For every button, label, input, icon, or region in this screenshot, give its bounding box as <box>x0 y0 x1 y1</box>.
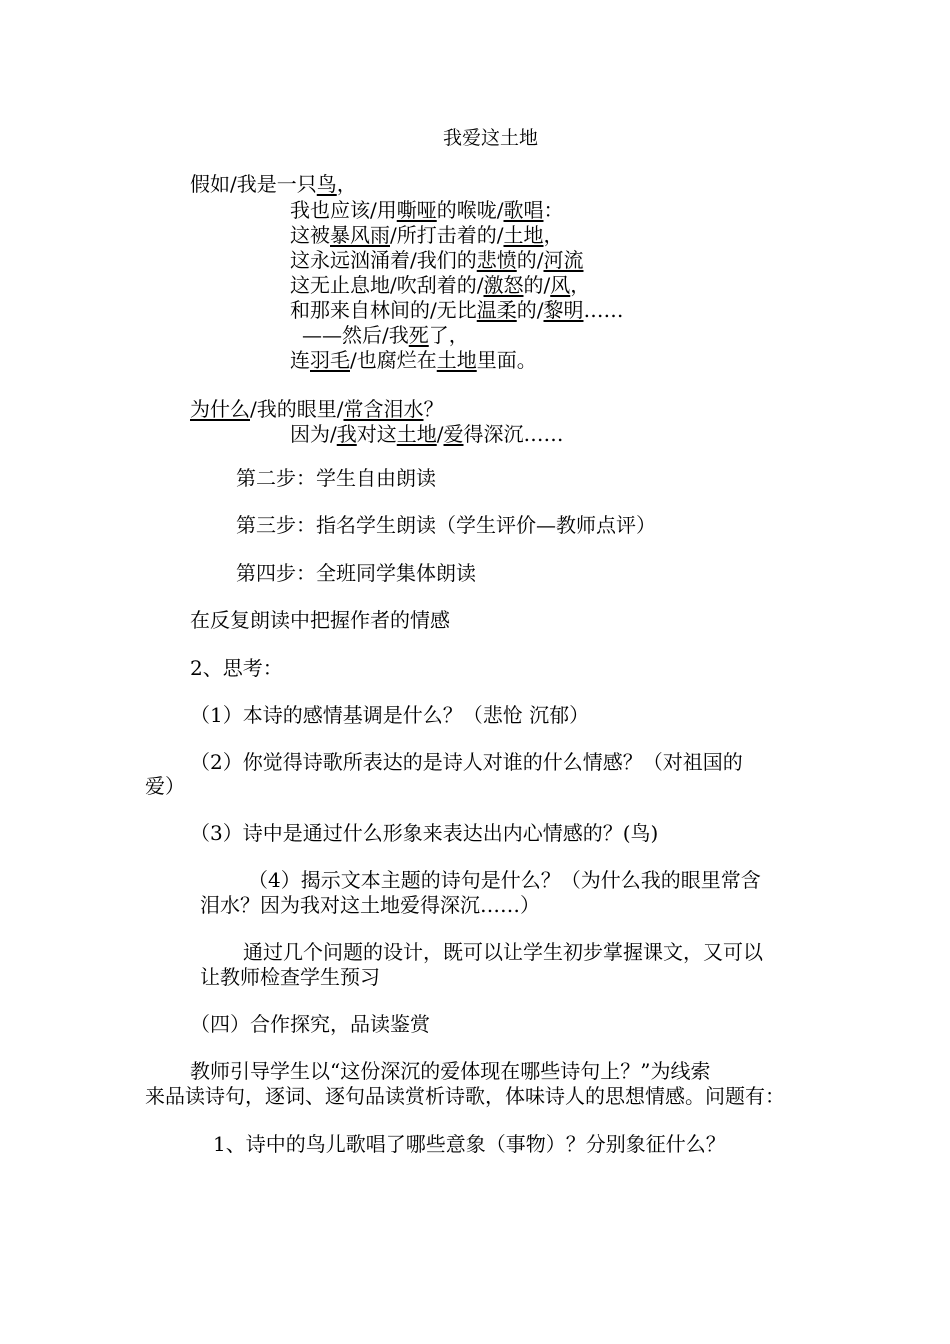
poem-underlined-word: 为什么 <box>190 397 250 421</box>
poem-underlined-word: 土地 <box>436 348 477 372</box>
think-question-1: （1）本诗的感情基调是什么？（悲怆 沉郁） <box>190 703 590 727</box>
summary-text: 在反复朗读中把握作者的情感 <box>190 608 450 632</box>
poem-underlined-word: 土地 <box>396 422 437 446</box>
poem-underlined-word: 嘶哑 <box>396 198 437 222</box>
page-title: 我爱这土地 <box>443 127 539 149</box>
poem-underlined-word: 激怒 <box>483 273 524 297</box>
poem-text: 假如/我是一只 <box>190 172 317 196</box>
poem-underlined-word: 鸟 <box>316 172 337 196</box>
poem-underlined-word: 我 <box>336 422 357 446</box>
think-question-2-cont: 爱） <box>145 774 185 798</box>
poem-text: ， <box>570 273 591 297</box>
poem-line <box>290 422 564 446</box>
poem-text: /也腐烂在 <box>350 348 437 372</box>
poem-text: 得深沉…… <box>463 422 564 446</box>
poem-text: ： <box>543 198 564 222</box>
poem-text: 的/ <box>523 273 551 297</box>
poem-underlined-word: 死 <box>408 323 429 347</box>
poem-text: 的/ <box>516 298 544 322</box>
poem-line <box>290 273 590 297</box>
poem-text: 连 <box>290 348 310 372</box>
think-heading: 2、思考： <box>190 656 283 680</box>
poem-underlined-word: 黎明 <box>543 298 584 322</box>
poem-line <box>190 397 443 421</box>
poem-text: ， <box>336 172 357 196</box>
step-2: 第二步：学生自由朗读 <box>236 466 436 490</box>
poem-text: /我的眼里/ <box>250 397 344 421</box>
step-3: 第三步：指名学生朗读（学生评价—教师点评） <box>236 513 656 537</box>
poem-text: 里面。 <box>476 348 537 372</box>
poem-line <box>290 248 584 272</box>
poem-text: 的喉咙/ <box>436 198 504 222</box>
poem-text: 因为/ <box>290 422 337 446</box>
poem-line <box>290 223 563 247</box>
section-paragraph-cont: 来品读诗句，逐词、逐句品读赏析诗歌，体味诗人的思想情感。问题有： <box>145 1084 785 1108</box>
poem-underlined-word: 悲愤 <box>476 248 517 272</box>
poem-underlined-word: 歌唱 <box>503 198 544 222</box>
think-question-3: （3）诗中是通过什么形象来表达出内心情感的？(鸟) <box>190 821 659 845</box>
poem-text: /所打击着的/ <box>390 223 504 247</box>
poem-text: 这永远汹涌着/我们的 <box>290 248 477 272</box>
design-note-cont: 让教师检查学生预习 <box>200 965 380 989</box>
section-heading: （四）合作探究，品读鉴赏 <box>190 1012 430 1036</box>
poem-underlined-word: 暴风雨 <box>330 223 390 247</box>
poem-line <box>302 323 469 347</box>
poem-text: 对这 <box>356 422 397 446</box>
poem-text: 了， <box>428 323 469 347</box>
poem-text: ？ <box>423 397 444 421</box>
poem-text: 我也应该/用 <box>290 198 397 222</box>
poem-text: 这被 <box>290 223 330 247</box>
poem-underlined-word: 爱 <box>443 422 464 446</box>
poem-underlined-word: 常含泪水 <box>343 397 424 421</box>
section-question-1: 1、诗中的鸟儿歌唱了哪些意象（事物）？分别象征什么？ <box>213 1132 726 1156</box>
poem-underlined-word: 河流 <box>543 248 584 272</box>
poem-underlined-word: 温柔 <box>476 298 517 322</box>
section-paragraph: 教师引导学生以“这份深沉的爱体现在哪些诗句上？”为线索 <box>190 1059 711 1083</box>
design-note: 通过几个问题的设计，既可以让学生初步掌握课文，又可以 <box>243 940 763 964</box>
think-question-4-cont: 泪水？因为我对这土地爱得深沉……） <box>200 893 540 917</box>
think-question-4: （4）揭示文本主题的诗句是什么？（为什么我的眼里常含 <box>248 868 761 892</box>
poem-text: / <box>436 422 444 446</box>
poem-underlined-word: 羽毛 <box>310 348 350 372</box>
poem-text: 和那来自林间的/无比 <box>290 298 477 322</box>
step-4: 第四步：全班同学集体朗读 <box>236 561 476 585</box>
poem-line <box>290 298 624 322</box>
poem-line <box>290 348 537 372</box>
think-question-2: （2）你觉得诗歌所表达的是诗人对谁的什么情感？（对祖国的 <box>190 750 743 774</box>
poem-text: ——然后/我 <box>302 323 409 347</box>
poem-text: 的/ <box>516 248 544 272</box>
poem-text: …… <box>583 298 624 322</box>
poem-underlined-word: 土地 <box>503 223 544 247</box>
poem-text: 这无止息地/吹刮着的/ <box>290 273 484 297</box>
poem-line <box>290 198 564 222</box>
poem-text: ， <box>543 223 564 247</box>
poem-line <box>190 172 357 196</box>
poem-underlined-word: 风 <box>550 273 571 297</box>
